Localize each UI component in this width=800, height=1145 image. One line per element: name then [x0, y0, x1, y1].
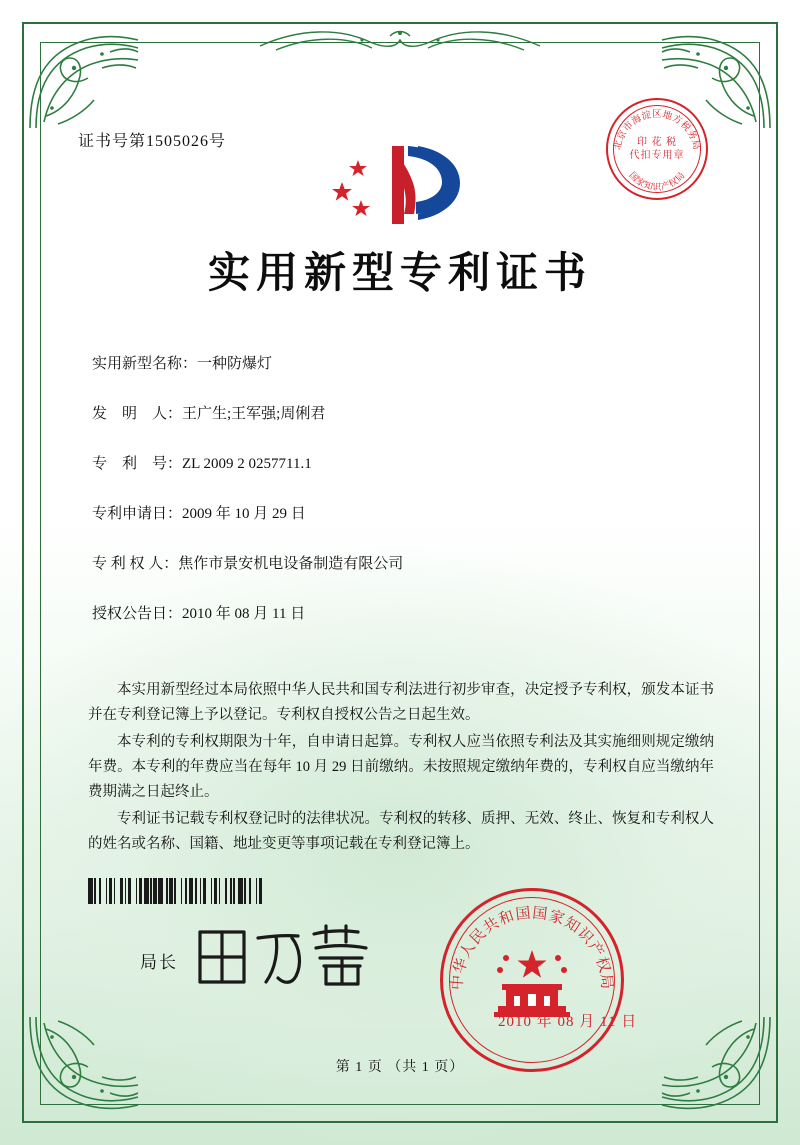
field-value-application-date: 2009 年 10 月 29 日: [182, 506, 306, 522]
body-paragraph-1: 本实用新型经过本局依照中华人民共和国专利法进行初步审查，决定授予专利权，颁发本证书并在专利登记簿上予以登记。专利权自授权公告之日起生效。: [88, 682, 714, 723]
field-row: [92, 552, 712, 573]
field-label-patent-number: 专 利 号：: [92, 456, 183, 472]
svg-text:中华人民共和国国家知识产权局: [449, 905, 616, 991]
body-paragraph-2: 本专利的专利权期限为十年，自申请日起算。专利权人应当依照专利法及其实施细则规定缴纳年费。本专利的年费应当在每年 10 月 29 日前缴纳。未按照规定缴纳年费的，专利权自应当缴纳年费期满之日起终止。: [88, 734, 714, 800]
page-footer: 第 1 页 （共 1 页）: [335, 1060, 465, 1075]
page-title: 实用新型专利证书: [207, 248, 592, 297]
corner-flourish-icon: [24, 24, 144, 134]
body-text: [88, 678, 714, 859]
certificate-number: 证书号第1505026号: [78, 133, 227, 150]
tax-stamp-center: [606, 136, 708, 162]
national-seal: [440, 888, 624, 1072]
tax-stamp-line2: 代扣专用章: [629, 150, 685, 161]
seal-arc-label: 中华人民共和国国家知识产权局: [449, 905, 615, 991]
barcode: [88, 878, 338, 904]
body-paragraph-3: 专利证书记载专利权登记时的法律状况。专利权的转移、质押、无效、终止、恢复和专利权人的姓名或名称、国籍、地址变更等事项记载在专利登记簿上。: [88, 811, 714, 852]
field-value-inventors: 王广生;王军强;周俐君: [182, 406, 326, 422]
field-value-name: 一种防爆灯: [197, 356, 273, 372]
signature-image: [186, 918, 386, 996]
field-value-patentee: 焦作市景安机电设备制造有限公司: [178, 556, 404, 572]
tax-stamp-arc-top: 北京市海淀区地方税务局: [612, 109, 702, 152]
fields-block: [92, 352, 712, 652]
field-row: [92, 352, 712, 373]
field-label-patentee: 专 利 权 人：: [92, 556, 179, 572]
seal-date: 2010 年 08 月 11 日: [498, 1014, 638, 1030]
seal-arc-text: [440, 888, 624, 1072]
field-row: [92, 402, 712, 423]
field-label-inventors: 发 明 人：: [92, 406, 183, 422]
patent-office-logo-icon: [330, 138, 470, 230]
svg-text:国家知识产权局: [626, 170, 687, 193]
field-value-patent-number: ZL 2009 2 0257711.1: [182, 456, 312, 472]
field-label-application-date: 专利申请日：: [92, 506, 183, 522]
field-value-grant-date: 2010 年 08 月 11 日: [182, 606, 306, 622]
field-row: [92, 602, 712, 623]
tax-stamp-arc-bottom: 国家知识产权局: [626, 170, 688, 193]
signature-label: 局长: [140, 953, 178, 972]
tax-stamp-line1: 印 花 税: [637, 137, 677, 148]
field-label-grant-date: 授权公告日：: [92, 606, 183, 622]
field-label-name: 实用新型名称：: [92, 356, 198, 372]
tax-stamp: [606, 98, 708, 200]
field-row: [92, 502, 712, 523]
top-flourish-icon: [250, 24, 550, 58]
field-row: [92, 452, 712, 473]
